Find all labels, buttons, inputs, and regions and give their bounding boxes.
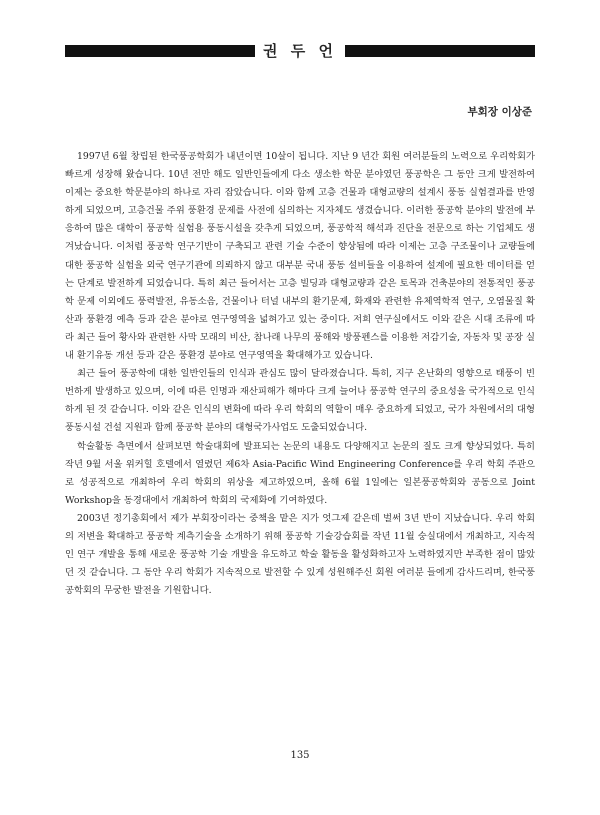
page-number: 135 [290,750,310,761]
title-rule-left [65,45,255,57]
title-rule-right [345,45,535,57]
author-line: 부회장 이상준 [467,106,532,118]
paragraph: 학술활동 측면에서 살펴보면 학술대회에 발표되는 논문의 내용도 다양해지고 논문의 질도 크게 향상되었다. 특히 작년 9월 서울 위커힐 호텔에서 열렸던 제6차 Asia-Pacific Wind Engineering Conference를 우리 학회 주관으로 성공적으로 개최하여 우리 학회의 위상을 제고하였으며, 올해 6월 1일에는 일본풍공학회와 공동으로 Joint Workshop을 동경대에서 개최하여 학회의 국제화에 기여하였다. [65,440,535,506]
page-title: 권 두 언 [263,42,337,60]
paragraph: 최근 들어 풍공학에 대한 일반인들의 인식과 관심도 많이 달라졌습니다. 특히, 지구 온난화의 영향으로 태풍이 빈번하게 발생하고 있으며, 이에 따른 인명과 재산피해가 해마다 크게 늘어나 풍공학 연구의 중요성을 국가적으로 인식하게 된 것 같습니다. 이와 같은 인식의 변화에 따라 우리 학회의 역할이 매우 중요하게 되었고, 국가 차원에서의 대형 풍동시설 건설 지원과 함께 풍공학 분야의 대형국가사업도 도출되었습니다. [65,368,535,434]
paragraph: 1997년 6월 창립된 한국풍공학회가 내년이면 10살이 됩니다. 지난 9 년간 회원 여러분들의 노력으로 우리학회가 빠르게 성장해 왔습니다. 10년 전만 해도 일반인들에게 다소 생소한 학문 분야였던 풍공학은 그 동안 크게 발전하여 이제는 중요한 학문분야의 하나로 자리 잡았습니다. 이와 함께 고층 건물과 대형교량의 설계시 풍동 실험결과를 반영하게 되었으며, 고층건물 주위 풍환경 문제를 사전에 심의하는 지자체도 생겼습니다. 이러한 풍공학 분야의 발전에 부응하여 많은 대학이 풍공학 실험용 풍동시설을 갖추게 되었으며, 풍공학적 해석과 진단을 전문으로 하는 기업체도 생겨났습니다. 이처럼 풍공학 연구기반이 구축되고 관련 기술 수준이 향상됨에 따라 이제는 고층 구조물이나 교량들에 대한 풍공학 실험을 외국 연구기관에 의뢰하지 않고 대부분 국내 풍동 설비들을 이용하여 설계에 필요한 데이터를 얻는 단계로 발전하게 되었습니다. 특히 최근 들어서는 고층 빌딩과 대형교량과 같은 토목과 건축분야의 전통적인 풍공학 문제 이외에도 풍력발전, 유동소음, 건물이나 터널 내부의 환기문제, 화재와 관련한 유체역학적 연구, 오염물질 확산과 풍환경 예측 등과 같은 분야로 연구영역을 넓혀가고 있는 중이다. 저희 연구실에서도 이와 같은 시대 조류에 따라 최근 들어 황사와 관련한 사막 모래의 비산, 참나래 나무의 풍해와 방풍펜스를 이용한 저감기술, 자동차 및 공장 실내 환기유동 개선 등과 같은 풍환경 분야로 연구영역을 확대해가고 있습니다. [65,151,535,362]
title-bar [65,40,535,62]
paragraph: 2003년 정기총회에서 제가 부회장이라는 중책을 맡은 지가 엇그제 같은데 벌써 3년 반이 지났습니다. 우리 학회의 저변을 확대하고 풍공학 계측기술을 소개하기 위해 풍공학 기술강습회를 작년 11월 숭실대에서 개최하고, 지속적인 연구 개발을 통해 새로운 풍공학 기술 개발을 유도하고 학술 활동을 활성화하고자 노력하였지만 부족한 점이 많았던 것 같습니다. 그 동안 우리 학회가 지속적으로 발전할 수 있게 성원해주신 회원 여러분 들에게 감사드리며, 한국풍공학회의 무궁한 발전을 기원합니다. [65,512,535,597]
article-body [65,148,535,600]
